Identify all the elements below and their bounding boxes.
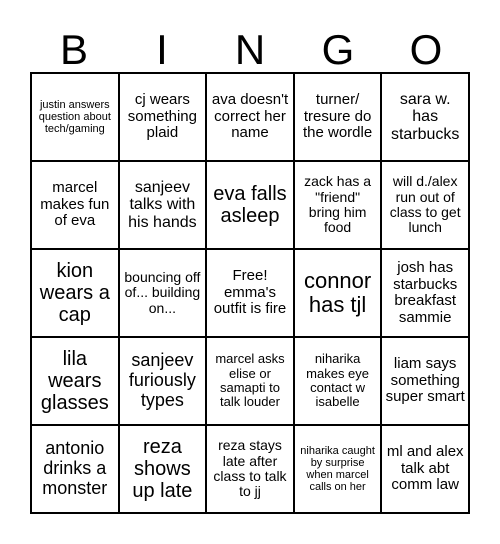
free-space-cell[interactable]: Free! emma's outfit is fire xyxy=(206,249,294,337)
bingo-cell[interactable]: sanjeev talks with his hands xyxy=(119,161,207,249)
header-letter-o: O xyxy=(409,26,443,73)
bingo-cell[interactable]: turner/ tresure do the wordle xyxy=(294,73,382,161)
bingo-cell[interactable]: cj wears something plaid xyxy=(119,73,207,161)
bingo-cell[interactable]: zack has a "friend" bring him food xyxy=(294,161,382,249)
bingo-board xyxy=(30,72,470,514)
bingo-cell[interactable]: lila wears glasses xyxy=(31,337,119,425)
bingo-cell[interactable]: justin answers question about tech/gaming xyxy=(31,73,119,161)
bingo-cell[interactable]: marcel asks elise or samapti to talk louder xyxy=(206,337,294,425)
bingo-cell[interactable]: eva falls asleep xyxy=(206,161,294,249)
bingo-cell[interactable]: ava doesn't correct her name xyxy=(206,73,294,161)
bingo-cell[interactable]: marcel makes fun of eva xyxy=(31,161,119,249)
bingo-cell[interactable]: liam says something super smart xyxy=(381,337,469,425)
header-letter-b: B xyxy=(59,26,88,73)
bingo-cell[interactable]: reza stays late after class to talk to jj xyxy=(206,425,294,513)
bingo-cell[interactable]: connor has tjl xyxy=(294,249,382,337)
header-letter-n: N xyxy=(234,26,266,73)
header-letter-g: G xyxy=(321,26,355,73)
bingo-cell[interactable]: josh has starbucks breakfast sammie xyxy=(381,249,469,337)
header-letter-i: I xyxy=(156,26,168,73)
bingo-header xyxy=(30,26,470,72)
bingo-cell[interactable]: niharika caught by surprise when marcel calls on her xyxy=(294,425,382,513)
bingo-cell[interactable]: bouncing off of... building on... xyxy=(119,249,207,337)
bingo-cell[interactable]: niharika makes eye contact w isabelle xyxy=(294,337,382,425)
bingo-cell[interactable]: kion wears a cap xyxy=(31,249,119,337)
bingo-cell[interactable]: antonio drinks a monster xyxy=(31,425,119,513)
bingo-cell[interactable]: sanjeev furiously types xyxy=(119,337,207,425)
bingo-cell[interactable]: ml and alex talk abt comm law xyxy=(381,425,469,513)
bingo-cell[interactable]: will d./alex run out of class to get lunch xyxy=(381,161,469,249)
bingo-cell[interactable]: reza shows up late xyxy=(119,425,207,513)
bingo-cell[interactable]: sara w. has starbucks xyxy=(381,73,469,161)
